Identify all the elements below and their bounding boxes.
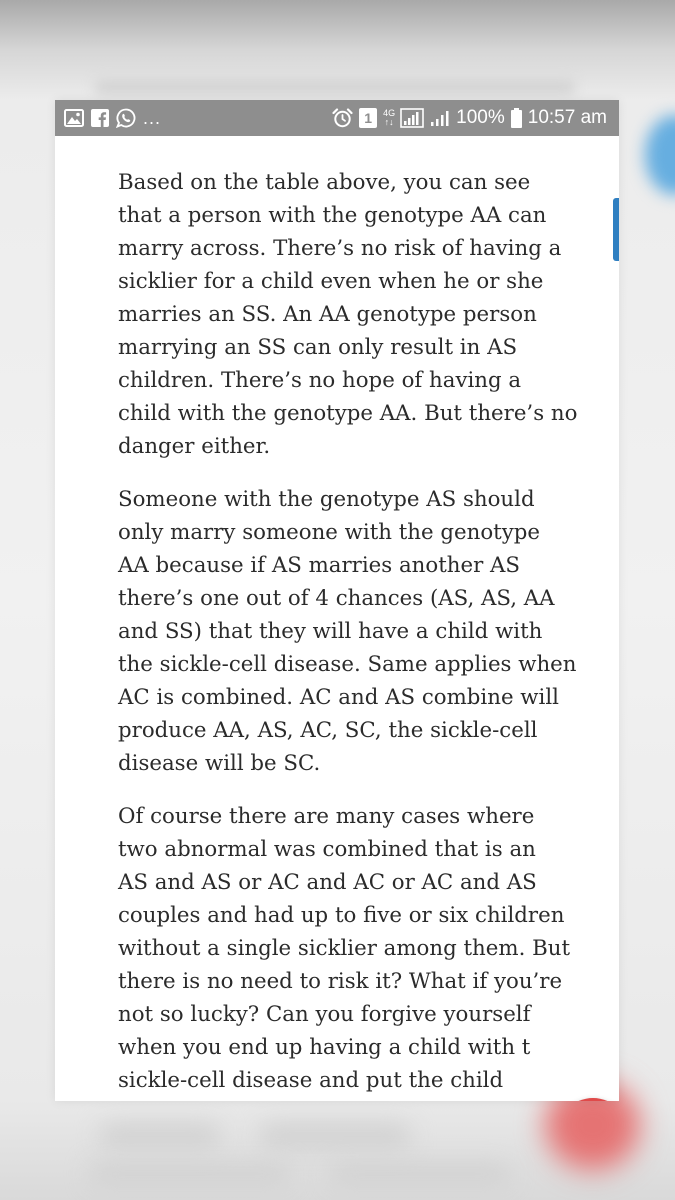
- background-blur-bar: [95, 80, 575, 94]
- more-notifications-indicator: ...: [143, 108, 162, 128]
- background-blur-shape: [330, 1165, 510, 1183]
- paragraph-line: Of course there are many cases where: [118, 804, 535, 829]
- paragraph-line: danger either.: [118, 434, 271, 459]
- paragraph-line: the sickle-cell disease. Same applies when: [118, 652, 577, 677]
- paragraph-line: marry across. There’s no risk of having a: [118, 236, 562, 261]
- paragraph-line: AC is combined. AC and AS combine will: [118, 685, 559, 710]
- status-bar-system: [332, 100, 607, 136]
- background-blur-shape: [90, 1165, 290, 1183]
- alarm-icon: [332, 108, 353, 128]
- paragraph-line: child with the genotype AA. But there’s no: [118, 401, 578, 426]
- whatsapp-icon: [116, 108, 136, 128]
- background-blur-shape: [100, 1125, 220, 1147]
- article-paragraph-3: [118, 800, 571, 1097]
- article-body: [118, 166, 578, 1101]
- notification-count: 1: [364, 110, 373, 126]
- paragraph-line: that a person with the genotype AA can: [118, 203, 547, 228]
- signal-strength-icon-secondary: [430, 109, 450, 127]
- paragraph-line: marrying an SS can only result in AS: [118, 335, 518, 360]
- paragraph-line: couples and had up to five or six children: [118, 903, 565, 928]
- paragraph-line: when you end up having a child with t: [118, 1035, 531, 1060]
- paragraph-line: and SS) that they will have a child with: [118, 619, 543, 644]
- status-time: 10:57 am: [527, 107, 607, 128]
- paragraph-line: disease will be SC.: [118, 751, 321, 776]
- notification-count-icon: [359, 108, 377, 128]
- paragraph-line: not so lucky? Can you forgive yourself: [118, 1002, 531, 1027]
- paragraph-line: sickle-cell disease and put the child: [118, 1068, 504, 1093]
- paragraph-line: Based on the table above, you can see: [118, 170, 531, 195]
- article-paragraph-1: [118, 166, 578, 463]
- paragraph-line: there’s one out of 4 chances (AS, AS, AA: [118, 586, 555, 611]
- battery-percent: 100%: [456, 107, 505, 128]
- paragraph-line: children. There’s no hope of having a: [118, 368, 522, 393]
- network-type: 4G: [383, 108, 396, 118]
- phone-screen: [55, 100, 619, 1101]
- paragraph-line: produce AA, AS, AC, SC, the sickle-cell: [118, 718, 538, 743]
- gallery-icon: [64, 109, 84, 127]
- facebook-icon: [91, 109, 109, 127]
- paragraph-line: Someone with the genotype AS should: [118, 487, 535, 512]
- background-blue-blob: [645, 115, 675, 195]
- paragraph-line: there is no need to risk it? What if you’re: [118, 969, 563, 994]
- network-arrows: ↑↓: [384, 117, 394, 127]
- signal-strength-icon: [400, 108, 424, 128]
- article-paragraph-2: [118, 483, 577, 780]
- paragraph-line: without a single sicklier among them. But: [118, 936, 571, 961]
- battery-icon: [511, 108, 522, 128]
- status-bar-notifications: [64, 100, 161, 136]
- background-blur-shape: [260, 1125, 410, 1147]
- scroll-indicator[interactable]: [613, 198, 619, 261]
- paragraph-line: AS and AS or AC and AC or AC and AS: [118, 870, 537, 895]
- paragraph-line: marries an SS. An AA genotype person: [118, 302, 537, 327]
- paragraph-line: AA because if AS marries another AS: [118, 553, 521, 578]
- paragraph-line: only marry someone with the genotype: [118, 520, 540, 545]
- paragraph-line: two abnormal was combined that is an: [118, 837, 536, 862]
- network-type-indicator: [383, 109, 395, 127]
- paragraph-line: sicklier for a child even when he or she: [118, 269, 544, 294]
- status-bar: [55, 100, 619, 136]
